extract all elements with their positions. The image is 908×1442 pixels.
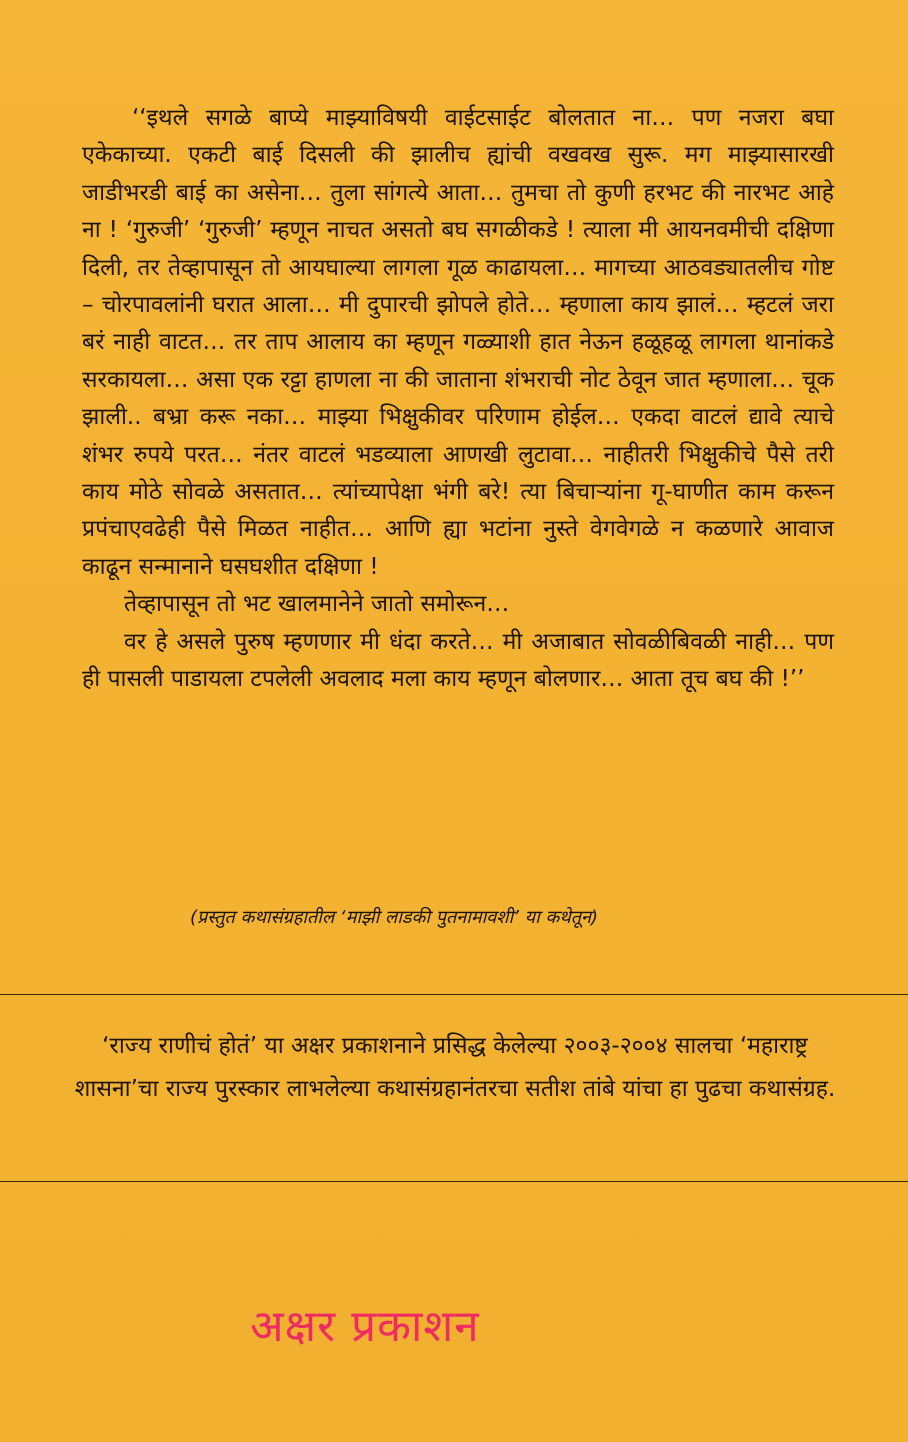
divider-top (0, 994, 908, 995)
excerpt-source-line: (प्रस्तुत कथासंग्रहातील ‘माझी लाडकी पुतनामावशी’ या कथेतून) (190, 907, 599, 928)
excerpt-paragraph-1: ‘‘इथले सगळे बाप्ये माझ्याविषयी वाईटसाईट बोलतात ना… पण नजरा बघा एकेकाच्या. एकटी बाई दिसली की झालीच ह्यांची वखवख सुरू. मग माझ्यासारखी जाडीभरडी बाई का असेना… तुला सांगत्ये आता… तुमचा तो कुणी हरभट की नारभट आहे ना ! ‘गुरुजी’ ‘गुरुजी’ म्हणून नाचत असतो बघ सगळीकडे ! त्याला मी आयनवमीची दक्षिणा दिली, तर तेव्हापासून तो आयघाल्या लागला गूळ काढायला… मागच्या आठवड्यातलीच गोष्ट – चोरपावलांनी घरात आला… मी दुपारची झोपले होते… म्हणाला काय झालं… म्हटलं जरा बरं नाही वाटत… तर ताप आलाय का म्हणून गळ्याशी हात नेऊन हळूहळू लागला थानांकडे सरकायला… असा एक रट्टा हाणला ना की जाताना शंभराची नोट ठेवून जात म्हणाला… चूक झाली.. बभ्रा करू नका… माझ्या भिक्षुकीवर परिणाम होईल… एकदा वाटलं द्यावे त्याचे शंभर रुपये परत… नंतर वाटलं भडव्याला आणखी लुटावा… नाहीतरी भिक्षुकीचे पैसे तरी काय मोठे सोवळे असतात… त्यांच्यापेक्षा भंगी बरे! त्या बिचाऱ्यांना गू-घाणीत काम करून प्रपंचाएवढेही पैसे मिळत नाहीत… आणि ह्या भटांना नुस्ते वेगवेगळे न कळणारे आवाज काढून सन्मानाने घसघशीत दक्षिणा ! (82, 105, 834, 580)
excerpt-paragraph-3: वर हे असले पुरुष म्हणणार मी धंदा करते… मी अजाबात सोवळीबिवळी नाही… पण ही पासली पाडायला टपलेली अवलाद मला काय म्हणून बोलणार… आता तूच बघ की !’’ (82, 628, 834, 693)
publisher-note: ‘राज्य राणीचं होतं’ या अक्षर प्रकाशनाने प्रसिद्ध केलेल्या २००३-२००४ सालचा ‘महाराष्ट्र शासना’चा राज्य पुरस्कार लाभलेल्या कथासंग्रहानंतरचा सतीश तांबे यांचा हा पुढचा कथासंग्रह. (74, 1033, 836, 1102)
story-excerpt (82, 100, 834, 699)
publisher-logo: अक्षर प्रकाशन (250, 1301, 480, 1352)
excerpt-paragraph-2: तेव्हापासून तो भट खालमानेने जातो समोरून… (124, 591, 510, 618)
divider-bottom (0, 1181, 908, 1182)
